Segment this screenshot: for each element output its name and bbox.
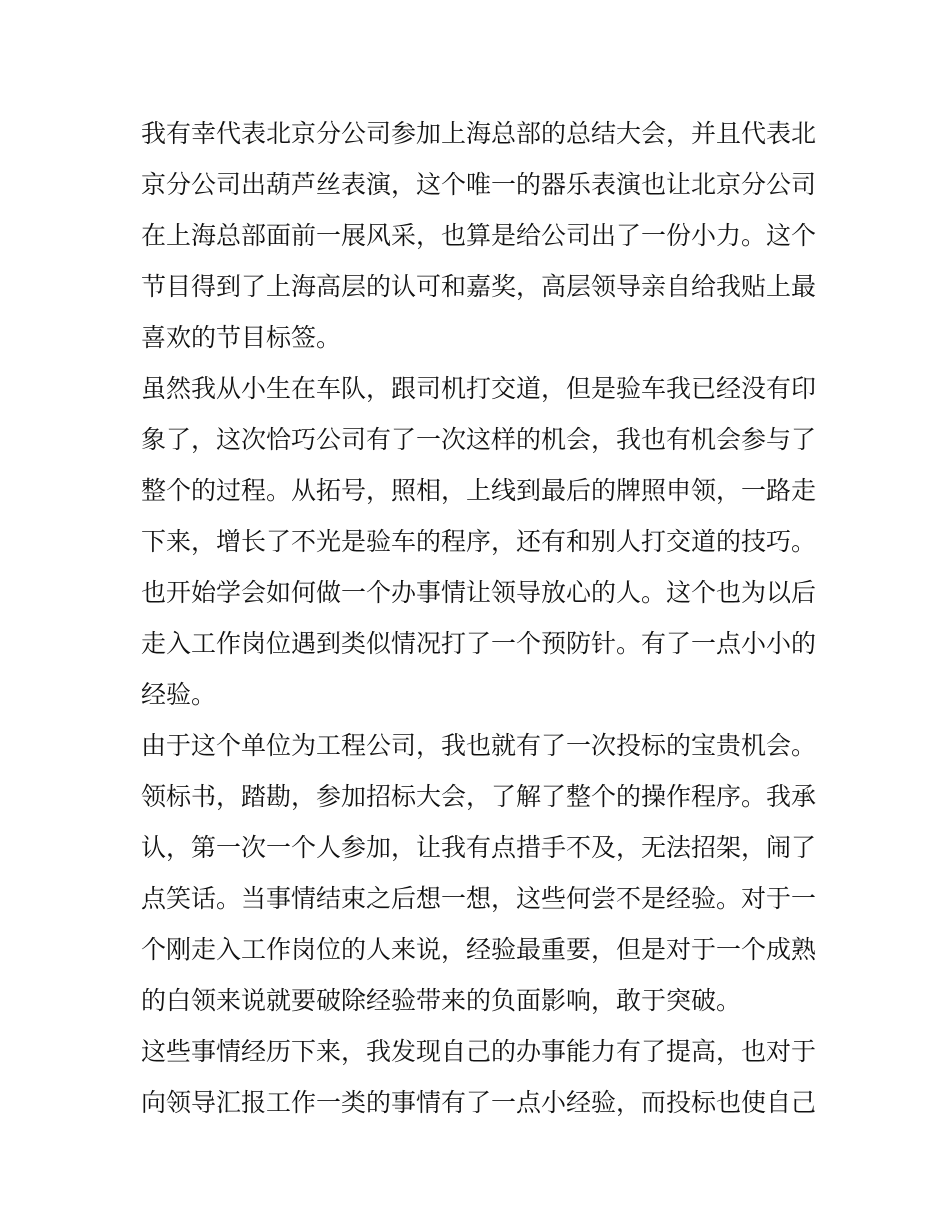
paragraph-bidding (141, 720, 817, 1026)
text-line: 的白领来说就要破除经验带来的负面影响，敢于突破。 (141, 986, 742, 1015)
text-line: 喜欢的节目标签。 (141, 323, 342, 352)
text-line: 经验。 (141, 680, 217, 709)
paragraph-summary (141, 1026, 817, 1128)
paragraph-vehicle-inspection (141, 363, 817, 720)
document-body (141, 108, 817, 1128)
text-line: 虽然我从小生在车队，跟司机打交道，但是验车我已经没有印 (141, 374, 817, 403)
text-line: 节目得到了上海高层的认可和嘉奖，高层领导亲自给我贴上最 (141, 272, 817, 301)
paragraph-performance (141, 108, 817, 363)
text-line: 在上海总部面前一展风采，也算是给公司出了一份小力。这个 (141, 221, 817, 250)
text-line: 向领导汇报工作一类的事情有了一点小经验，而投标也使自己 (141, 1088, 817, 1117)
text-line: 象了，这次恰巧公司有了一次这样的机会，我也有机会参与了 (141, 425, 817, 454)
text-line: 由于这个单位为工程公司，我也就有了一次投标的宝贵机会。 (141, 731, 817, 760)
text-line: 我有幸代表北京分公司参加上海总部的总结大会，并且代表北 (141, 119, 817, 148)
text-line: 认，第一次一个人参加，让我有点措手不及，无法招架，闹了 (141, 833, 817, 862)
text-line: 这些事情经历下来，我发现自己的办事能力有了提高，也对于 (141, 1037, 817, 1066)
text-line: 个刚走入工作岗位的人来说，经验最重要，但是对于一个成熟 (141, 935, 817, 964)
text-line: 京分公司出葫芦丝表演，这个唯一的器乐表演也让北京分公司 (141, 170, 817, 199)
text-line: 点笑话。当事情结束之后想一想，这些何尝不是经验。对于一 (141, 884, 817, 913)
text-line: 走入工作岗位遇到类似情况打了一个预防针。有了一点小小的 (141, 629, 817, 658)
text-line: 整个的过程。从拓号，照相，上线到最后的牌照申领，一路走 (141, 476, 817, 505)
text-line: 下来，增长了不光是验车的程序，还有和别人打交道的技巧。 (141, 527, 817, 556)
text-line: 也开始学会如何做一个办事情让领导放心的人。这个也为以后 (141, 578, 817, 607)
text-line: 领标书，踏勘，参加招标大会，了解了整个的操作程序。我承 (141, 782, 817, 811)
